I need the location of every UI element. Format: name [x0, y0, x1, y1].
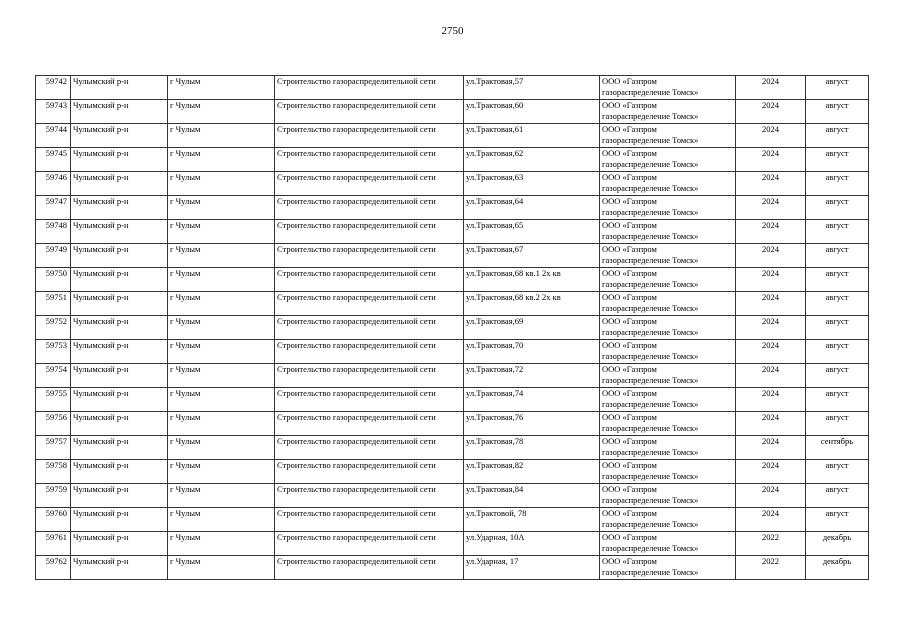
- cell-settlement: г Чулым: [168, 196, 275, 220]
- organization-line-2: газораспределение Томск»: [602, 351, 699, 361]
- cell-settlement: г Чулым: [168, 412, 275, 436]
- cell-district: Чулымский р-н: [71, 484, 168, 508]
- organization-line-2: газораспределение Томск»: [602, 111, 699, 121]
- cell-month: сентябрь: [806, 436, 869, 460]
- cell-year: 2024: [736, 172, 806, 196]
- cell-record-id: 59754: [36, 364, 71, 388]
- page-number: 2750: [441, 25, 464, 37]
- table-row: [36, 316, 869, 340]
- cell-settlement: г Чулым: [168, 268, 275, 292]
- organization-line-2: газораспределение Томск»: [602, 375, 699, 385]
- cell-organization: [600, 148, 736, 172]
- cell-record-id: 59750: [36, 268, 71, 292]
- cell-month: август: [806, 508, 869, 532]
- cell-organization: [600, 484, 736, 508]
- cell-address: ул.Трактовая,62: [464, 148, 600, 172]
- cell-district: Чулымский р-н: [71, 436, 168, 460]
- cell-month: август: [806, 268, 869, 292]
- cell-record-id: 59761: [36, 532, 71, 556]
- cell-work-type: Строительство газораспределительной сети: [275, 556, 464, 580]
- cell-district: Чулымский р-н: [71, 220, 168, 244]
- organization-line-2: газораспределение Томск»: [602, 183, 699, 193]
- cell-work-type: Строительство газораспределительной сети: [275, 172, 464, 196]
- organization-line-1: ООО «Газпром: [602, 532, 657, 542]
- cell-district: Чулымский р-н: [71, 292, 168, 316]
- cell-address: ул.Трактовая,69: [464, 316, 600, 340]
- organization-line-1: ООО «Газпром: [602, 76, 657, 86]
- cell-organization: [600, 100, 736, 124]
- cell-organization: [600, 220, 736, 244]
- cell-organization: [600, 316, 736, 340]
- cell-district: Чулымский р-н: [71, 148, 168, 172]
- cell-organization: [600, 556, 736, 580]
- organization-line-2: газораспределение Томск»: [602, 495, 699, 505]
- cell-organization: [600, 412, 736, 436]
- cell-year: 2024: [736, 436, 806, 460]
- cell-record-id: 59745: [36, 148, 71, 172]
- cell-settlement: г Чулым: [168, 556, 275, 580]
- cell-district: Чулымский р-н: [71, 172, 168, 196]
- table-row: [36, 124, 869, 148]
- organization-line-1: ООО «Газпром: [602, 508, 657, 518]
- cell-address: ул.Трактовая,78: [464, 436, 600, 460]
- table-row: [36, 220, 869, 244]
- cell-settlement: г Чулым: [168, 316, 275, 340]
- cell-work-type: Строительство газораспределительной сети: [275, 268, 464, 292]
- organization-line-1: ООО «Газпром: [602, 484, 657, 494]
- cell-record-id: 59758: [36, 460, 71, 484]
- cell-record-id: 59760: [36, 508, 71, 532]
- cell-work-type: Строительство газораспределительной сети: [275, 316, 464, 340]
- organization-line-2: газораспределение Томск»: [602, 471, 699, 481]
- table-row: [36, 292, 869, 316]
- cell-month: август: [806, 316, 869, 340]
- cell-district: Чулымский р-н: [71, 340, 168, 364]
- cell-district: Чулымский р-н: [71, 196, 168, 220]
- cell-record-id: 59753: [36, 340, 71, 364]
- table-row: [36, 436, 869, 460]
- cell-address: ул.Трактовая,70: [464, 340, 600, 364]
- cell-record-id: 59756: [36, 412, 71, 436]
- organization-line-1: ООО «Газпром: [602, 556, 657, 566]
- gasification-table: [35, 75, 869, 580]
- cell-settlement: г Чулым: [168, 436, 275, 460]
- cell-month: август: [806, 292, 869, 316]
- cell-work-type: Строительство газораспределительной сети: [275, 436, 464, 460]
- cell-district: Чулымский р-н: [71, 412, 168, 436]
- organization-line-2: газораспределение Томск»: [602, 255, 699, 265]
- cell-year: 2024: [736, 148, 806, 172]
- cell-year: 2022: [736, 532, 806, 556]
- organization-line-1: ООО «Газпром: [602, 172, 657, 182]
- organization-line-2: газораспределение Томск»: [602, 87, 699, 97]
- cell-organization: [600, 388, 736, 412]
- cell-month: август: [806, 388, 869, 412]
- organization-line-1: ООО «Газпром: [602, 340, 657, 350]
- cell-settlement: г Чулым: [168, 340, 275, 364]
- organization-line-1: ООО «Газпром: [602, 220, 657, 230]
- cell-month: август: [806, 484, 869, 508]
- cell-address: ул.Трактовая,57: [464, 76, 600, 100]
- cell-district: Чулымский р-н: [71, 556, 168, 580]
- table-row: [36, 532, 869, 556]
- cell-year: 2024: [736, 412, 806, 436]
- cell-organization: [600, 196, 736, 220]
- cell-month: декабрь: [806, 532, 869, 556]
- cell-settlement: г Чулым: [168, 244, 275, 268]
- organization-line-1: ООО «Газпром: [602, 268, 657, 278]
- cell-year: 2024: [736, 316, 806, 340]
- organization-line-1: ООО «Газпром: [602, 316, 657, 326]
- table-row: [36, 556, 869, 580]
- cell-address: ул.Трактовая,64: [464, 196, 600, 220]
- table-row: [36, 148, 869, 172]
- cell-district: Чулымский р-н: [71, 316, 168, 340]
- cell-month: декабрь: [806, 556, 869, 580]
- table-row: [36, 340, 869, 364]
- organization-line-2: газораспределение Томск»: [602, 567, 699, 577]
- cell-work-type: Строительство газораспределительной сети: [275, 292, 464, 316]
- cell-settlement: г Чулым: [168, 532, 275, 556]
- organization-line-1: ООО «Газпром: [602, 100, 657, 110]
- organization-line-2: газораспределение Томск»: [602, 159, 699, 169]
- table-row: [36, 484, 869, 508]
- cell-address: ул.Ударная, 17: [464, 556, 600, 580]
- cell-year: 2024: [736, 460, 806, 484]
- cell-work-type: Строительство газораспределительной сети: [275, 460, 464, 484]
- organization-line-1: ООО «Газпром: [602, 244, 657, 254]
- cell-settlement: г Чулым: [168, 292, 275, 316]
- organization-line-1: ООО «Газпром: [602, 460, 657, 470]
- cell-year: 2024: [736, 124, 806, 148]
- cell-organization: [600, 292, 736, 316]
- cell-district: Чулымский р-н: [71, 388, 168, 412]
- cell-month: август: [806, 364, 869, 388]
- cell-settlement: г Чулым: [168, 148, 275, 172]
- organization-line-1: ООО «Газпром: [602, 388, 657, 398]
- cell-work-type: Строительство газораспределительной сети: [275, 532, 464, 556]
- cell-record-id: 59755: [36, 388, 71, 412]
- cell-organization: [600, 460, 736, 484]
- cell-month: август: [806, 76, 869, 100]
- cell-district: Чулымский р-н: [71, 364, 168, 388]
- cell-work-type: Строительство газораспределительной сети: [275, 508, 464, 532]
- cell-organization: [600, 508, 736, 532]
- cell-settlement: г Чулым: [168, 172, 275, 196]
- organization-line-1: ООО «Газпром: [602, 364, 657, 374]
- cell-record-id: 59743: [36, 100, 71, 124]
- table-row: [36, 100, 869, 124]
- cell-record-id: 59762: [36, 556, 71, 580]
- cell-record-id: 59752: [36, 316, 71, 340]
- cell-address: ул.Трактовая,74: [464, 388, 600, 412]
- cell-work-type: Строительство газораспределительной сети: [275, 100, 464, 124]
- cell-settlement: г Чулым: [168, 100, 275, 124]
- organization-line-2: газораспределение Томск»: [602, 303, 699, 313]
- organization-line-1: ООО «Газпром: [602, 292, 657, 302]
- cell-record-id: 59751: [36, 292, 71, 316]
- cell-month: август: [806, 196, 869, 220]
- cell-record-id: 59744: [36, 124, 71, 148]
- cell-address: ул.Трактовая,63: [464, 172, 600, 196]
- cell-work-type: Строительство газораспределительной сети: [275, 148, 464, 172]
- organization-line-1: ООО «Газпром: [602, 196, 657, 206]
- table-row: [36, 172, 869, 196]
- table-row: [36, 76, 869, 100]
- cell-month: август: [806, 220, 869, 244]
- organization-line-2: газораспределение Томск»: [602, 423, 699, 433]
- cell-work-type: Строительство газораспределительной сети: [275, 340, 464, 364]
- cell-year: 2024: [736, 292, 806, 316]
- cell-address: ул.Трактовая,61: [464, 124, 600, 148]
- cell-address: ул.Трактовая,84: [464, 484, 600, 508]
- cell-district: Чулымский р-н: [71, 460, 168, 484]
- cell-settlement: г Чулым: [168, 484, 275, 508]
- cell-year: 2024: [736, 340, 806, 364]
- cell-organization: [600, 268, 736, 292]
- cell-year: 2024: [736, 76, 806, 100]
- organization-line-2: газораспределение Томск»: [602, 207, 699, 217]
- cell-record-id: 59749: [36, 244, 71, 268]
- cell-settlement: г Чулым: [168, 124, 275, 148]
- cell-address: ул.Трактовая,82: [464, 460, 600, 484]
- cell-district: Чулымский р-н: [71, 100, 168, 124]
- cell-organization: [600, 244, 736, 268]
- cell-address: ул.Трактовая,60: [464, 100, 600, 124]
- cell-organization: [600, 436, 736, 460]
- cell-year: 2024: [736, 196, 806, 220]
- cell-year: 2024: [736, 364, 806, 388]
- cell-organization: [600, 532, 736, 556]
- cell-district: Чулымский р-н: [71, 532, 168, 556]
- cell-district: Чулымский р-н: [71, 124, 168, 148]
- cell-work-type: Строительство газораспределительной сети: [275, 76, 464, 100]
- cell-work-type: Строительство газораспределительной сети: [275, 484, 464, 508]
- cell-address: ул.Трактовая,65: [464, 220, 600, 244]
- cell-month: август: [806, 148, 869, 172]
- cell-district: Чулымский р-н: [71, 244, 168, 268]
- cell-record-id: 59742: [36, 76, 71, 100]
- cell-work-type: Строительство газораспределительной сети: [275, 244, 464, 268]
- cell-address: ул.Трактовая,72: [464, 364, 600, 388]
- cell-address: ул.Трактовая,68 кв.2 2х кв: [464, 292, 600, 316]
- cell-work-type: Строительство газораспределительной сети: [275, 124, 464, 148]
- cell-record-id: 59748: [36, 220, 71, 244]
- organization-line-2: газораспределение Томск»: [602, 399, 699, 409]
- organization-line-2: газораспределение Томск»: [602, 447, 699, 457]
- cell-month: август: [806, 172, 869, 196]
- cell-work-type: Строительство газораспределительной сети: [275, 364, 464, 388]
- cell-work-type: Строительство газораспределительной сети: [275, 412, 464, 436]
- table-row: [36, 460, 869, 484]
- cell-work-type: Строительство газораспределительной сети: [275, 220, 464, 244]
- table-row: [36, 244, 869, 268]
- cell-year: 2024: [736, 244, 806, 268]
- organization-line-2: газораспределение Томск»: [602, 279, 699, 289]
- cell-address: ул.Трактовая,68 кв.1 2х кв: [464, 268, 600, 292]
- cell-settlement: г Чулым: [168, 460, 275, 484]
- cell-month: август: [806, 412, 869, 436]
- cell-year: 2024: [736, 508, 806, 532]
- cell-address: ул.Ударная, 10А: [464, 532, 600, 556]
- cell-year: 2024: [736, 484, 806, 508]
- cell-month: август: [806, 460, 869, 484]
- cell-record-id: 59759: [36, 484, 71, 508]
- organization-line-2: газораспределение Томск»: [602, 543, 699, 553]
- cell-settlement: г Чулым: [168, 508, 275, 532]
- cell-record-id: 59746: [36, 172, 71, 196]
- table-row: [36, 364, 869, 388]
- cell-organization: [600, 364, 736, 388]
- cell-organization: [600, 124, 736, 148]
- cell-address: ул.Трактовая,76: [464, 412, 600, 436]
- cell-district: Чулымский р-н: [71, 268, 168, 292]
- cell-month: август: [806, 244, 869, 268]
- organization-line-1: ООО «Газпром: [602, 148, 657, 158]
- organization-line-1: ООО «Газпром: [602, 436, 657, 446]
- organization-line-2: газораспределение Томск»: [602, 327, 699, 337]
- cell-record-id: 59757: [36, 436, 71, 460]
- table-row: [36, 508, 869, 532]
- cell-organization: [600, 76, 736, 100]
- table-row: [36, 412, 869, 436]
- cell-settlement: г Чулым: [168, 76, 275, 100]
- cell-month: август: [806, 340, 869, 364]
- cell-record-id: 59747: [36, 196, 71, 220]
- cell-district: Чулымский р-н: [71, 508, 168, 532]
- cell-month: август: [806, 124, 869, 148]
- cell-settlement: г Чулым: [168, 388, 275, 412]
- organization-line-2: газораспределение Томск»: [602, 231, 699, 241]
- cell-organization: [600, 172, 736, 196]
- organization-line-2: газораспределение Томск»: [602, 135, 699, 145]
- cell-year: 2024: [736, 220, 806, 244]
- cell-organization: [600, 340, 736, 364]
- cell-year: 2024: [736, 388, 806, 412]
- cell-month: август: [806, 100, 869, 124]
- cell-work-type: Строительство газораспределительной сети: [275, 388, 464, 412]
- organization-line-1: ООО «Газпром: [602, 412, 657, 422]
- cell-district: Чулымский р-н: [71, 76, 168, 100]
- cell-year: 2022: [736, 556, 806, 580]
- cell-address: ул.Трактовая,67: [464, 244, 600, 268]
- table-body: [36, 76, 869, 580]
- organization-line-2: газораспределение Томск»: [602, 519, 699, 529]
- cell-work-type: Строительство газораспределительной сети: [275, 196, 464, 220]
- cell-address: ул.Трактовой, 78: [464, 508, 600, 532]
- cell-year: 2024: [736, 100, 806, 124]
- table-row: [36, 388, 869, 412]
- table-row: [36, 268, 869, 292]
- table-row: [36, 196, 869, 220]
- cell-settlement: г Чулым: [168, 220, 275, 244]
- cell-year: 2024: [736, 268, 806, 292]
- cell-settlement: г Чулым: [168, 364, 275, 388]
- organization-line-1: ООО «Газпром: [602, 124, 657, 134]
